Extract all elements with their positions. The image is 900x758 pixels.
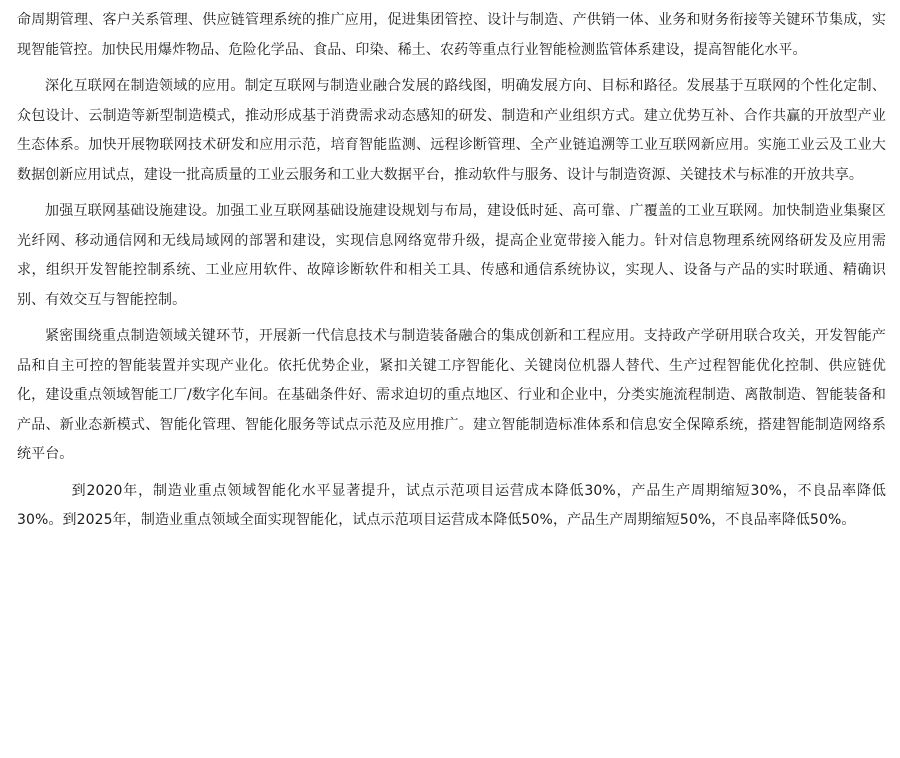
- paragraph-internet-manufacturing: 深化互联网在制造领域的应用。制定互联网与制造业融合发展的路线图，明确发展方向、目标和路径。发展基于互联网的个性化定制、众包设计、云制造等新型制造模式，推动形成基于消费需求动态感知的研发、制造和产业组织方式。建立优势互补、合作共赢的开放型产业生态体系。加快开展物联网技术研发和应用示范，培育智能监测、远程诊断管理、全产业链追溯等工业互联网新应用。实施工业云及工业大数据创新应用试点，建设一批高质量的工业云服务和工业大数据平台，推动软件与服务、设计与制造资源、关键技术与标准的开放共享。: [17, 78, 886, 183]
- paragraph-integrated-innovation: 紧密围绕重点制造领域关键环节，开展新一代信息技术与制造装备融合的集成创新和工程应用。支持政产学研用联合攻关，开发智能产品和自主可控的智能装置并实现产业化。依托优势企业，紧扣关键工序智能化、关键岗位机器人替代、生产过程智能优化控制、供应链优化，建设重点领域智能工厂/数字化车间。在基础条件好、需求迫切的重点地区、行业和企业中，分类实施流程制造、离散制造、智能装备和产品、新业态新模式、智能化管理、智能化服务等试点示范及应用推广。建立智能制造标准体系和信息安全保障系统，搭建智能制造网络系统平台。: [17, 328, 886, 462]
- paragraph-internet-infrastructure: 加强互联网基础设施建设。加强工业互联网基础设施建设规划与布局，建设低时延、高可靠、广覆盖的工业互联网。加快制造业集聚区光纤网、移动通信网和无线局域网的部署和建设，实现信息网络宽带升级，提高企业宽带接入能力。针对信息物理系统网络研发及应用需求，组织开发智能控制系统、工业应用软件、故障诊断软件和相关工具、传感和通信系统协议，实现人、设备与产品的实时联通、精确识别、有效交互与智能控制。: [17, 203, 886, 308]
- paragraph-lifecycle-management: 命周期管理、客户关系管理、供应链管理系统的推广应用，促进集团管控、设计与制造、产供销一体、业务和财务衔接等关键环节集成，实现智能管控。加快民用爆炸物品、危险化学品、食品、印染、稀土、农药等重点行业智能检测监管体系建设，提高智能化水平。: [17, 12, 886, 58]
- paragraph-targets-2020-2025: 到2020年，制造业重点领域智能化水平显著提升，试点示范项目运营成本降低30%，产品生产周期缩短30%，不良品率降低30%。到2025年，制造业重点领域全面实现智能化，试点示范项目运营成本降低50%，产品生产周期缩短50%，不良品率降低50%。: [17, 482, 886, 528]
